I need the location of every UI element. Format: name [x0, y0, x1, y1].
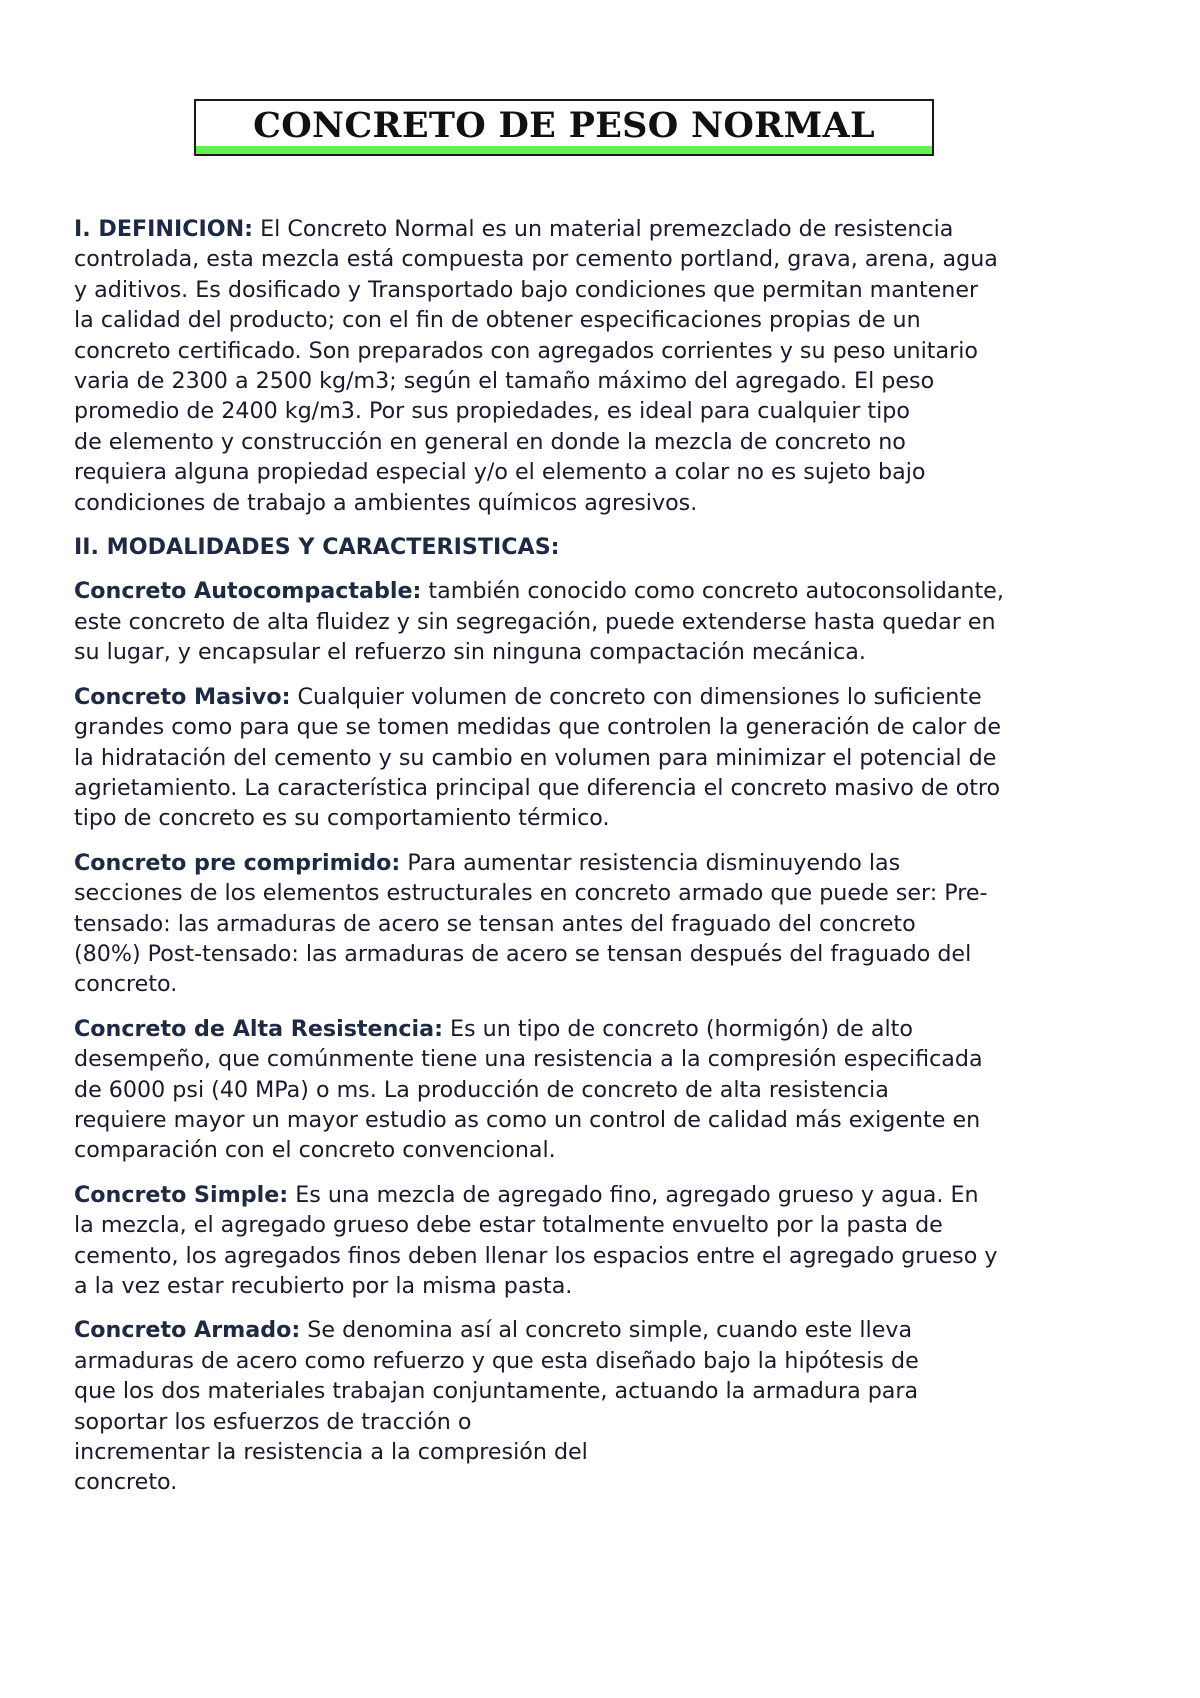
definicion-line: la calidad del producto; con el fin de obtener especificaciones propias de un	[74, 307, 921, 334]
definicion-line: requiera alguna propiedad especial y/o el elemento a colar no es sujeto bajo	[74, 459, 926, 486]
section-line: tensado: las armaduras de acero se tensan antes del fraguado del concreto	[74, 910, 916, 937]
section-line: de 6000 psi (40 MPa) o ms. La producción de concreto de alta resistencia	[74, 1076, 889, 1103]
section-line: cemento, los agregados finos deben llenar los espacios entre el agregado grueso y	[74, 1242, 998, 1269]
section-line: desempeño, que comúnmente tiene una resistencia a la compresión especificada	[74, 1046, 983, 1073]
section-line: Es un tipo de concreto (hormigón) de alto	[442, 1015, 913, 1042]
section-simple	[74, 1180, 1114, 1302]
section-line: este concreto de alta fluidez y sin segregación, puede extenderse hasta quedar en	[74, 608, 996, 635]
definicion-line: condiciones de trabajo a ambientes químicos agresivos.	[74, 489, 698, 516]
section-line: Se denomina así al concreto simple, cuando este lleva	[300, 1317, 913, 1344]
section-alta-resistencia	[74, 1014, 1114, 1166]
section-line: agrietamiento. La característica principal que diferencia el concreto masivo de otro	[74, 774, 1001, 801]
definicion-label: I. DEFINICION:	[74, 216, 254, 242]
section-label: Concreto Armado:	[74, 1317, 301, 1344]
section-line: armaduras de acero como refuerzo y que esta diseñado bajo la hipótesis de	[74, 1347, 919, 1374]
section-line: también conocido como concreto autoconsolidante,	[421, 578, 1004, 605]
definicion-line: varia de 2300 a 2500 kg/m3; según el tamaño máximo del agregado. El peso	[74, 368, 935, 395]
section-armado	[74, 1315, 1114, 1497]
section-masivo	[74, 682, 1114, 834]
section-line: a la vez estar recubierto por la misma pasta.	[74, 1273, 573, 1299]
section-label: Concreto Simple:	[74, 1181, 289, 1208]
section-line: concreto.	[74, 1469, 178, 1496]
section-line: incrementar la resistencia a la compresión del	[74, 1439, 588, 1466]
section-label: Concreto pre comprimido:	[74, 849, 401, 876]
section-line: requiere mayor un mayor estudio as como un control de calidad más exigente en	[74, 1106, 981, 1133]
section-autocompactable	[74, 576, 1114, 667]
section-line: Para aumentar resistencia disminuyendo las	[400, 849, 901, 876]
section-line: Cualquier volumen de concreto con dimensiones lo suficiente	[290, 683, 982, 710]
definicion-line: de elemento y construcción en general en donde la mezcla de concreto no	[74, 428, 906, 455]
title-box	[194, 99, 934, 156]
definicion-line: El Concreto Normal es un material premezclado de resistencia	[253, 216, 954, 242]
page-title: CONCRETO DE PESO NORMAL	[253, 105, 875, 146]
section-line: concreto.	[74, 971, 178, 998]
section-line: su lugar, y encapsular el refuerzo sin ninguna compactación mecánica.	[74, 639, 866, 666]
section-line: tipo de concreto es su comportamiento térmico.	[74, 805, 610, 832]
section-label: Concreto de Alta Resistencia:	[74, 1015, 443, 1042]
title-underline-bar	[196, 146, 932, 154]
definicion-line: controlada, esta mezcla está compuesta por cemento portland, grava, arena, agua	[74, 246, 998, 273]
section-label: Concreto Masivo:	[74, 683, 291, 710]
definicion-line: concreto certificado. Son preparados con agregados corrientes y su peso unitario	[74, 337, 978, 364]
section-line: (80%) Post-tensado: las armaduras de acero se tensan después del fraguado del	[74, 940, 972, 967]
section-line: la mezcla, el agregado grueso debe estar totalmente envuelto por la pasta de	[74, 1212, 943, 1239]
section-line: grandes como para que se tomen medidas que controlen la generación de calor de	[74, 714, 1002, 741]
section-line: que los dos materiales trabajan conjuntamente, actuando la armadura para	[74, 1378, 919, 1405]
modalidades-heading: II. MODALIDADES Y CARACTERISTICAS:	[74, 534, 560, 561]
definicion-paragraph	[74, 214, 1114, 518]
section-line: secciones de los elementos estructurales en concreto armado que puede ser: Pre-	[74, 880, 988, 907]
section-line: Es una mezcla de agregado fino, agregado grueso y agua. En	[288, 1181, 979, 1208]
document-body	[74, 214, 1114, 1512]
definicion-line: promedio de 2400 kg/m3. Por sus propiedades, es ideal para cualquier tipo	[74, 398, 910, 425]
section-label: Concreto Autocompactable:	[74, 578, 422, 605]
definicion-line: y aditivos. Es dosificado y Transportado bajo condiciones que permitan mantener	[74, 276, 979, 303]
section-line: soportar los esfuerzos de tracción o	[74, 1408, 472, 1435]
section-line: comparación con el concreto convencional.	[74, 1137, 556, 1164]
section-line: la hidratación del cemento y su cambio en volumen para minimizar el potencial de	[74, 744, 997, 771]
section-pre-comprimido	[74, 848, 1114, 1000]
